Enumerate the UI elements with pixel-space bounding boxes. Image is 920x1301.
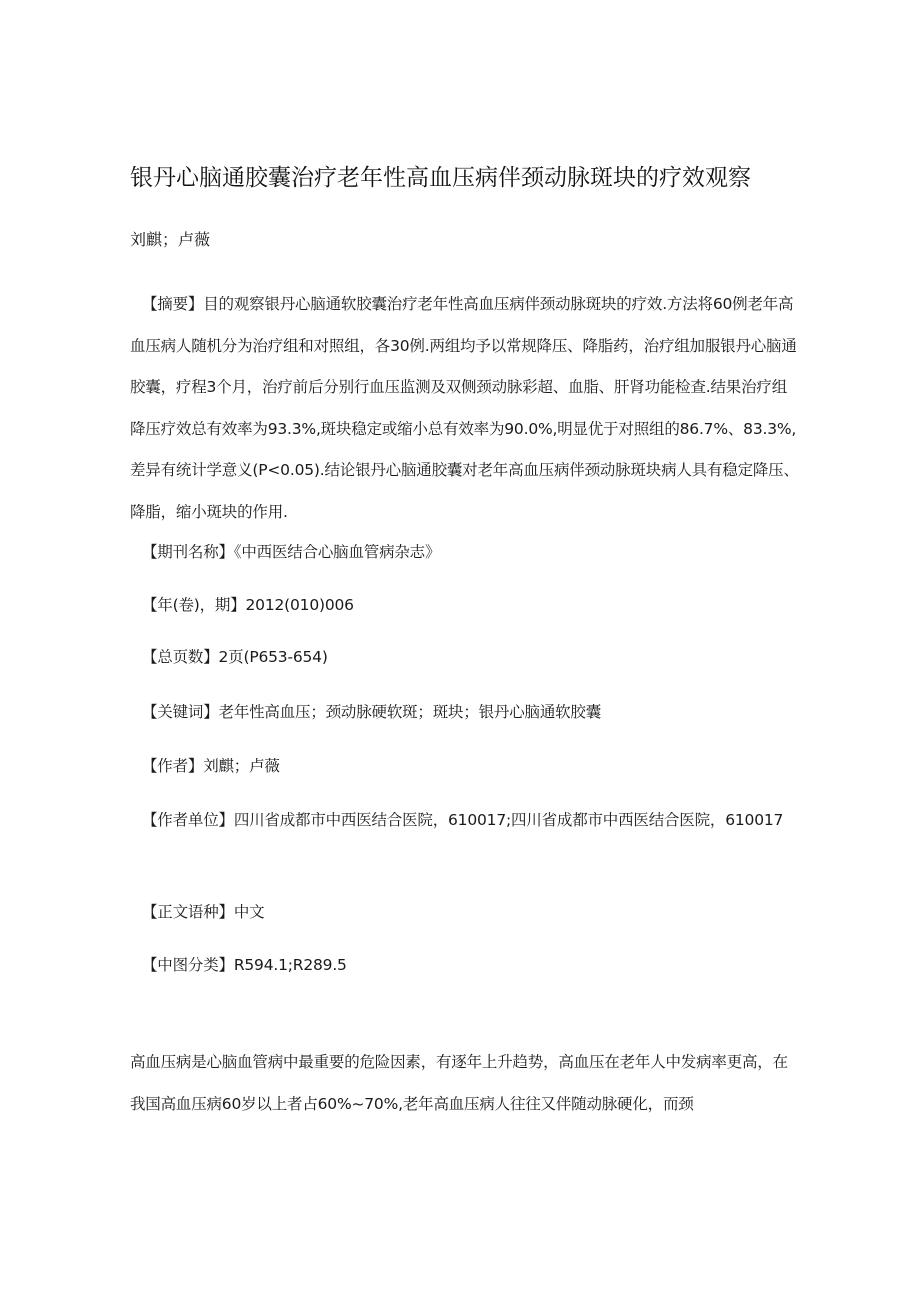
abstract-label: 【摘要】 [142, 295, 204, 313]
meta-keywords-label: 【关键词】 [142, 703, 219, 721]
meta-classification-label: 【中图分类】 [142, 956, 234, 974]
meta-affiliation-value: 四川省成都市中西医结合医院，610017;四川省成都市中西医结合医院，610017 [233, 811, 784, 829]
meta-classification-value: R594.1;R289.5 [233, 956, 347, 974]
meta-language-value: 中文 [233, 903, 265, 921]
meta-language-label: 【正文语种】 [142, 903, 234, 921]
meta-pages-label: 【总页数】 [142, 648, 219, 666]
meta-author [130, 746, 800, 788]
meta-keywords [130, 692, 800, 734]
meta-author-value: 刘麒；卢薇 [203, 757, 280, 775]
meta-pages [130, 637, 800, 679]
meta-pages-value: 2页(P653-654) [218, 648, 328, 666]
abstract [130, 284, 800, 533]
meta-journal-label: 【期刊名称】 [142, 543, 234, 561]
meta-affiliation-label: 【作者单位】 [142, 811, 234, 829]
paper-authors: 刘麒；卢薇 [130, 230, 211, 249]
meta-affiliation [130, 800, 800, 842]
meta-language [130, 892, 800, 934]
abstract-text: 目的观察银丹心脑通软胶囊治疗老年性高血压病伴颈动脉斑块的疗效.方法将60例老年高血压病人随机分为治疗组和对照组，各30例.两组均予以常规降压、降脂药，治疗组加服银丹心脑通胶囊，疗程3个月，治疗前后分别行血压监测及双侧颈动脉彩超、血脂、肝肾功能检查.结果治疗组降压疗效总有效率为93.3%,斑块稳定或缩小总有效率为90.0%,明显优于对照组的86.7%、83.3%,差异有统计学意义(P<0.05).结论银丹心脑通胶囊对老年高血压病伴颈动脉斑块病人具有稳定降压、降脂，缩小斑块的作用. [130, 295, 799, 521]
meta-author-label: 【作者】 [142, 757, 204, 775]
body-paragraph: 高血压病是心脑血管病中最重要的危险因素，有逐年上升趋势，高血压在老年人中发病率更高，在我国高血压病60岁以上者占60%~70%,老年高血压病人往往又伴随动脉硬化，而颈 [130, 1053, 788, 1113]
meta-journal [130, 532, 800, 574]
meta-year-volume-issue [130, 585, 800, 627]
meta-keywords-value: 老年性高血压；颈动脉硬软斑；斑块；银丹心脑通软胶囊 [218, 703, 602, 721]
paper-title: 银丹心脑通胶囊治疗老年性高血压病伴颈动脉斑块的疗效观察 [130, 165, 751, 191]
meta-year-value: 2012(010)006 [245, 596, 354, 614]
meta-year-label: 【年(卷)，期】 [142, 596, 246, 614]
meta-classification [130, 945, 800, 987]
meta-journal-value: 《中西医结合心脑血管病杂志》 [233, 543, 441, 561]
